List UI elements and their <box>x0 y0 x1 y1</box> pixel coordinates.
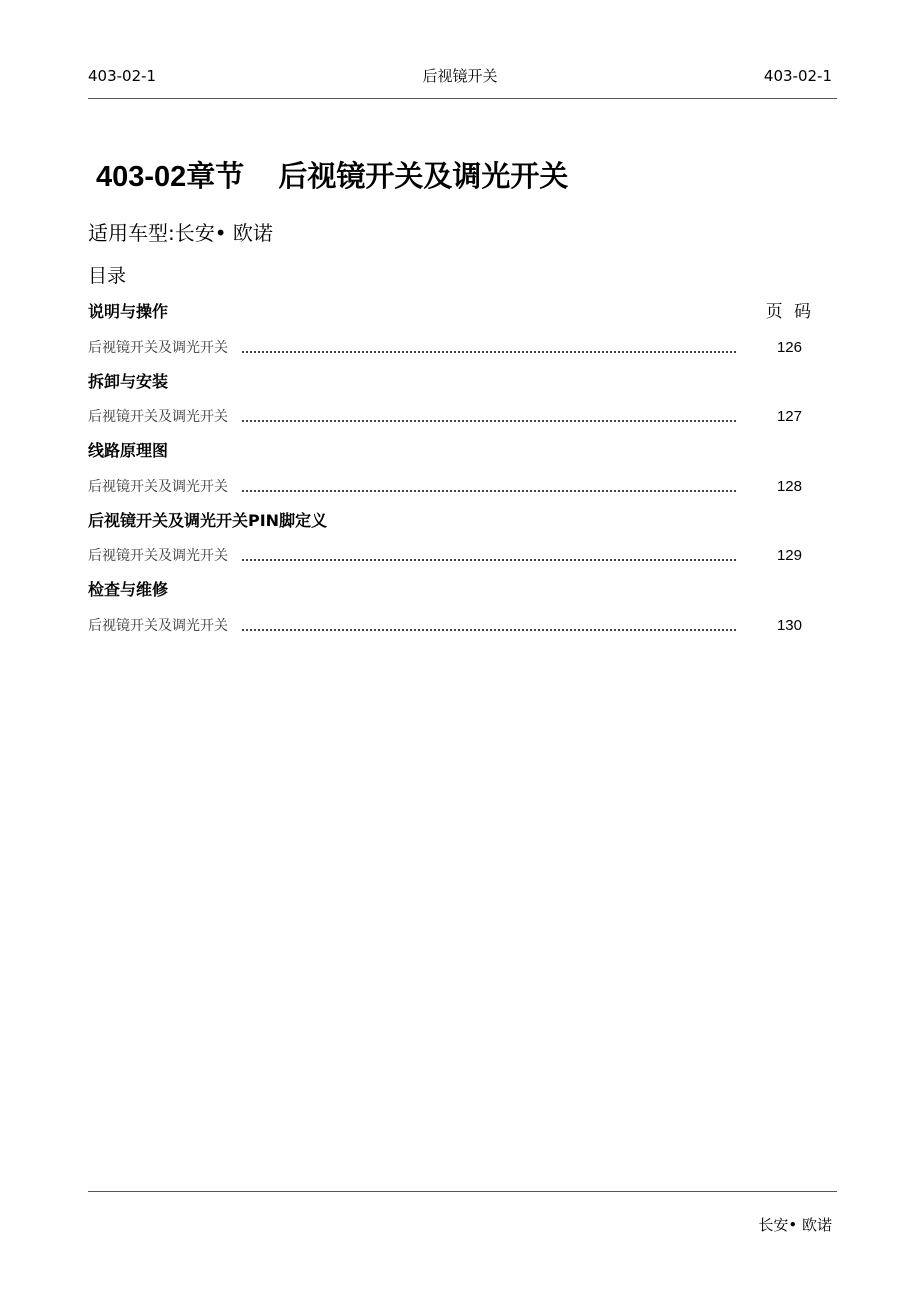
toc-section-title: 后视镜开关及调光开关PIN脚定义 <box>88 511 328 530</box>
toc-entry-page: 129 <box>776 547 802 564</box>
toc-page-column-heading: 页 码 <box>765 302 814 322</box>
toc-leader-dots <box>242 559 736 561</box>
footer-rule <box>88 1191 837 1192</box>
toc-entry[interactable] <box>88 476 802 498</box>
header-rule <box>88 98 837 99</box>
toc-leader-dots <box>242 351 736 353</box>
toc-entry[interactable] <box>88 406 802 428</box>
footer-brand: 长安• 欧诺 <box>758 1216 832 1234</box>
toc-entry-label: 后视镜开关及调光开关 <box>88 479 228 495</box>
toc-entry-label: 后视镜开关及调光开关 <box>88 548 228 564</box>
toc-entry-label: 后视镜开关及调光开关 <box>88 409 228 425</box>
toc-heading: 目录 <box>88 265 127 287</box>
toc-entry-page: 128 <box>776 478 802 495</box>
header-running-title: 后视镜开关 <box>422 67 498 85</box>
toc-section-title: 拆卸与安装 <box>88 372 169 391</box>
applicable-model: 适用车型:长安• 欧诺 <box>88 221 273 245</box>
toc-entry-page: 126 <box>776 339 802 356</box>
chapter-code: 403-02章节 <box>96 161 245 193</box>
toc-entry-label: 后视镜开关及调光开关 <box>88 340 228 356</box>
chapter-name: 后视镜开关及调光开关 <box>278 159 569 193</box>
toc-entry-page: 130 <box>776 617 802 634</box>
toc-entry[interactable] <box>88 337 802 359</box>
toc-entry-label: 后视镜开关及调光开关 <box>88 618 228 634</box>
toc-section-title: 说明与操作 <box>88 302 169 321</box>
header-page-number-right: 403-02-1 <box>763 67 832 85</box>
toc-entry-page: 127 <box>776 408 802 425</box>
toc-leader-dots <box>242 490 736 492</box>
toc-leader-dots <box>242 420 736 422</box>
toc-leader-dots <box>242 629 736 631</box>
header-page-number-left: 403-02-1 <box>88 67 157 85</box>
toc-section-title: 线路原理图 <box>88 441 169 460</box>
chapter-title <box>96 156 568 197</box>
toc-entry[interactable] <box>88 615 802 637</box>
toc-entry[interactable] <box>88 545 802 567</box>
toc-section-title: 检查与维修 <box>88 580 169 599</box>
